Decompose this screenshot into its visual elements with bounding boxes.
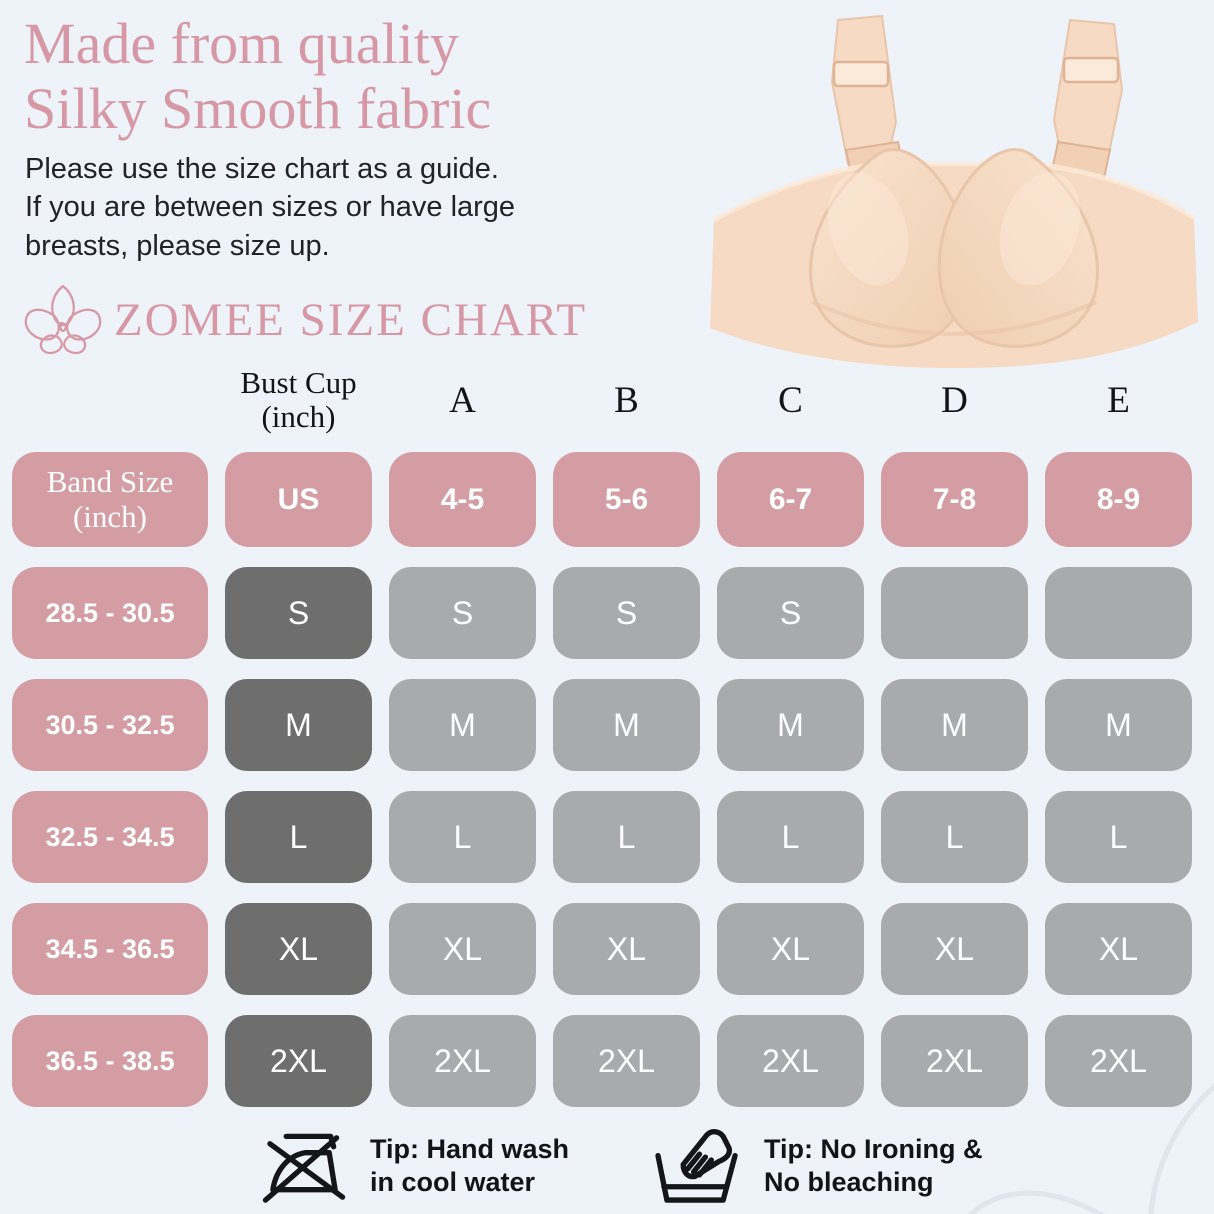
- cup-size-cell: S: [553, 567, 700, 659]
- band-size-cell: 34.5 - 36.5: [12, 903, 208, 995]
- cup-size-cell: M: [553, 679, 700, 771]
- cup-range-cell: 8-9: [1045, 452, 1192, 547]
- tip-no-iron-bleach: [650, 1126, 982, 1206]
- bra-product-image: [700, 4, 1208, 374]
- band-size-cell: 30.5 - 32.5: [12, 679, 208, 771]
- tip-text: [370, 1133, 569, 1200]
- band-size-header: [12, 452, 208, 547]
- bust-cup-header: [225, 364, 372, 434]
- tip-text-line1: Tip: No Ironing &: [764, 1133, 983, 1164]
- cup-letter-c: C: [778, 379, 803, 421]
- tip-hand-wash: [256, 1126, 569, 1206]
- cup-size-cell: M: [1045, 679, 1192, 771]
- us-size-cell: S: [225, 567, 372, 659]
- size-chart-table: [12, 364, 1192, 1107]
- band-size-cell: 36.5 - 38.5: [12, 1015, 208, 1107]
- cup-size-cell: M: [717, 679, 864, 771]
- us-size-cell: M: [225, 679, 372, 771]
- cup-size-cell: [1045, 567, 1192, 659]
- cup-letter-b: B: [614, 379, 639, 421]
- care-tips: [0, 1126, 1214, 1214]
- us-size-cell: 2XL: [225, 1015, 372, 1107]
- cup-range-cell: 5-6: [553, 452, 700, 547]
- band-size-cell: 32.5 - 34.5: [12, 791, 208, 883]
- us-header-cell: US: [225, 452, 372, 547]
- cup-size-cell: 2XL: [717, 1015, 864, 1107]
- cup-size-cell: M: [881, 679, 1028, 771]
- size-guide-note-line3: breasts, please size up.: [25, 229, 330, 262]
- cup-size-cell: XL: [881, 903, 1028, 995]
- bust-cup-header-line2: (inch): [261, 399, 336, 434]
- brand-heading-row: [22, 282, 587, 358]
- cup-size-cell: 2XL: [1045, 1015, 1192, 1107]
- tip-text-line2: in cool water: [370, 1167, 536, 1197]
- tip-text-line2: No bleaching: [764, 1167, 934, 1197]
- size-guide-note: [25, 150, 515, 265]
- cup-size-cell: 2XL: [389, 1015, 536, 1107]
- us-size-cell: L: [225, 791, 372, 883]
- cup-letter-e: E: [1107, 379, 1130, 421]
- tip-text: [764, 1133, 982, 1200]
- cup-size-cell: [881, 567, 1028, 659]
- cup-size-cell: XL: [553, 903, 700, 995]
- cup-size-cell: L: [1045, 791, 1192, 883]
- cup-size-cell: S: [717, 567, 864, 659]
- bust-cup-header-line1: Bust Cup: [240, 364, 357, 400]
- cup-size-cell: L: [389, 791, 536, 883]
- cup-size-cell: L: [553, 791, 700, 883]
- page-title: [24, 12, 491, 142]
- cup-size-cell: 2XL: [553, 1015, 700, 1107]
- cup-size-cell: XL: [717, 903, 864, 995]
- cup-letter-d: D: [941, 379, 968, 421]
- hand-wash-icon: [650, 1126, 746, 1206]
- band-size-cell: 28.5 - 30.5: [12, 567, 208, 659]
- band-size-header-line2: (inch): [72, 498, 148, 534]
- page-title-line1: Made from quality: [24, 11, 459, 76]
- cup-range-cell: 7-8: [881, 452, 1028, 547]
- cup-size-cell: L: [881, 791, 1028, 883]
- chart-heading: ZOMEE SIZE CHART: [114, 294, 588, 346]
- orchid-logo-icon: [22, 282, 104, 358]
- cup-range-cell: 6-7: [717, 452, 864, 547]
- cup-size-cell: S: [389, 567, 536, 659]
- cup-size-cell: XL: [389, 903, 536, 995]
- band-size-header-line1: Band Size: [46, 464, 174, 500]
- tip-text-line1: Tip: Hand wash: [370, 1133, 570, 1164]
- corner-spacer: [12, 368, 208, 432]
- cup-size-cell: L: [717, 791, 864, 883]
- page-title-line2: Silky Smooth fabric: [24, 75, 492, 141]
- cup-size-cell: XL: [1045, 903, 1192, 995]
- cup-size-cell: M: [389, 679, 536, 771]
- cup-letter-a: A: [449, 379, 476, 421]
- size-guide-note-line2: If you are between sizes or have large: [25, 191, 516, 224]
- no-iron-icon: [256, 1126, 352, 1206]
- size-guide-note-line1: Please use the size chart as a guide.: [25, 153, 499, 185]
- cup-range-cell: 4-5: [389, 452, 536, 547]
- us-size-cell: XL: [225, 903, 372, 995]
- cup-size-cell: 2XL: [881, 1015, 1028, 1107]
